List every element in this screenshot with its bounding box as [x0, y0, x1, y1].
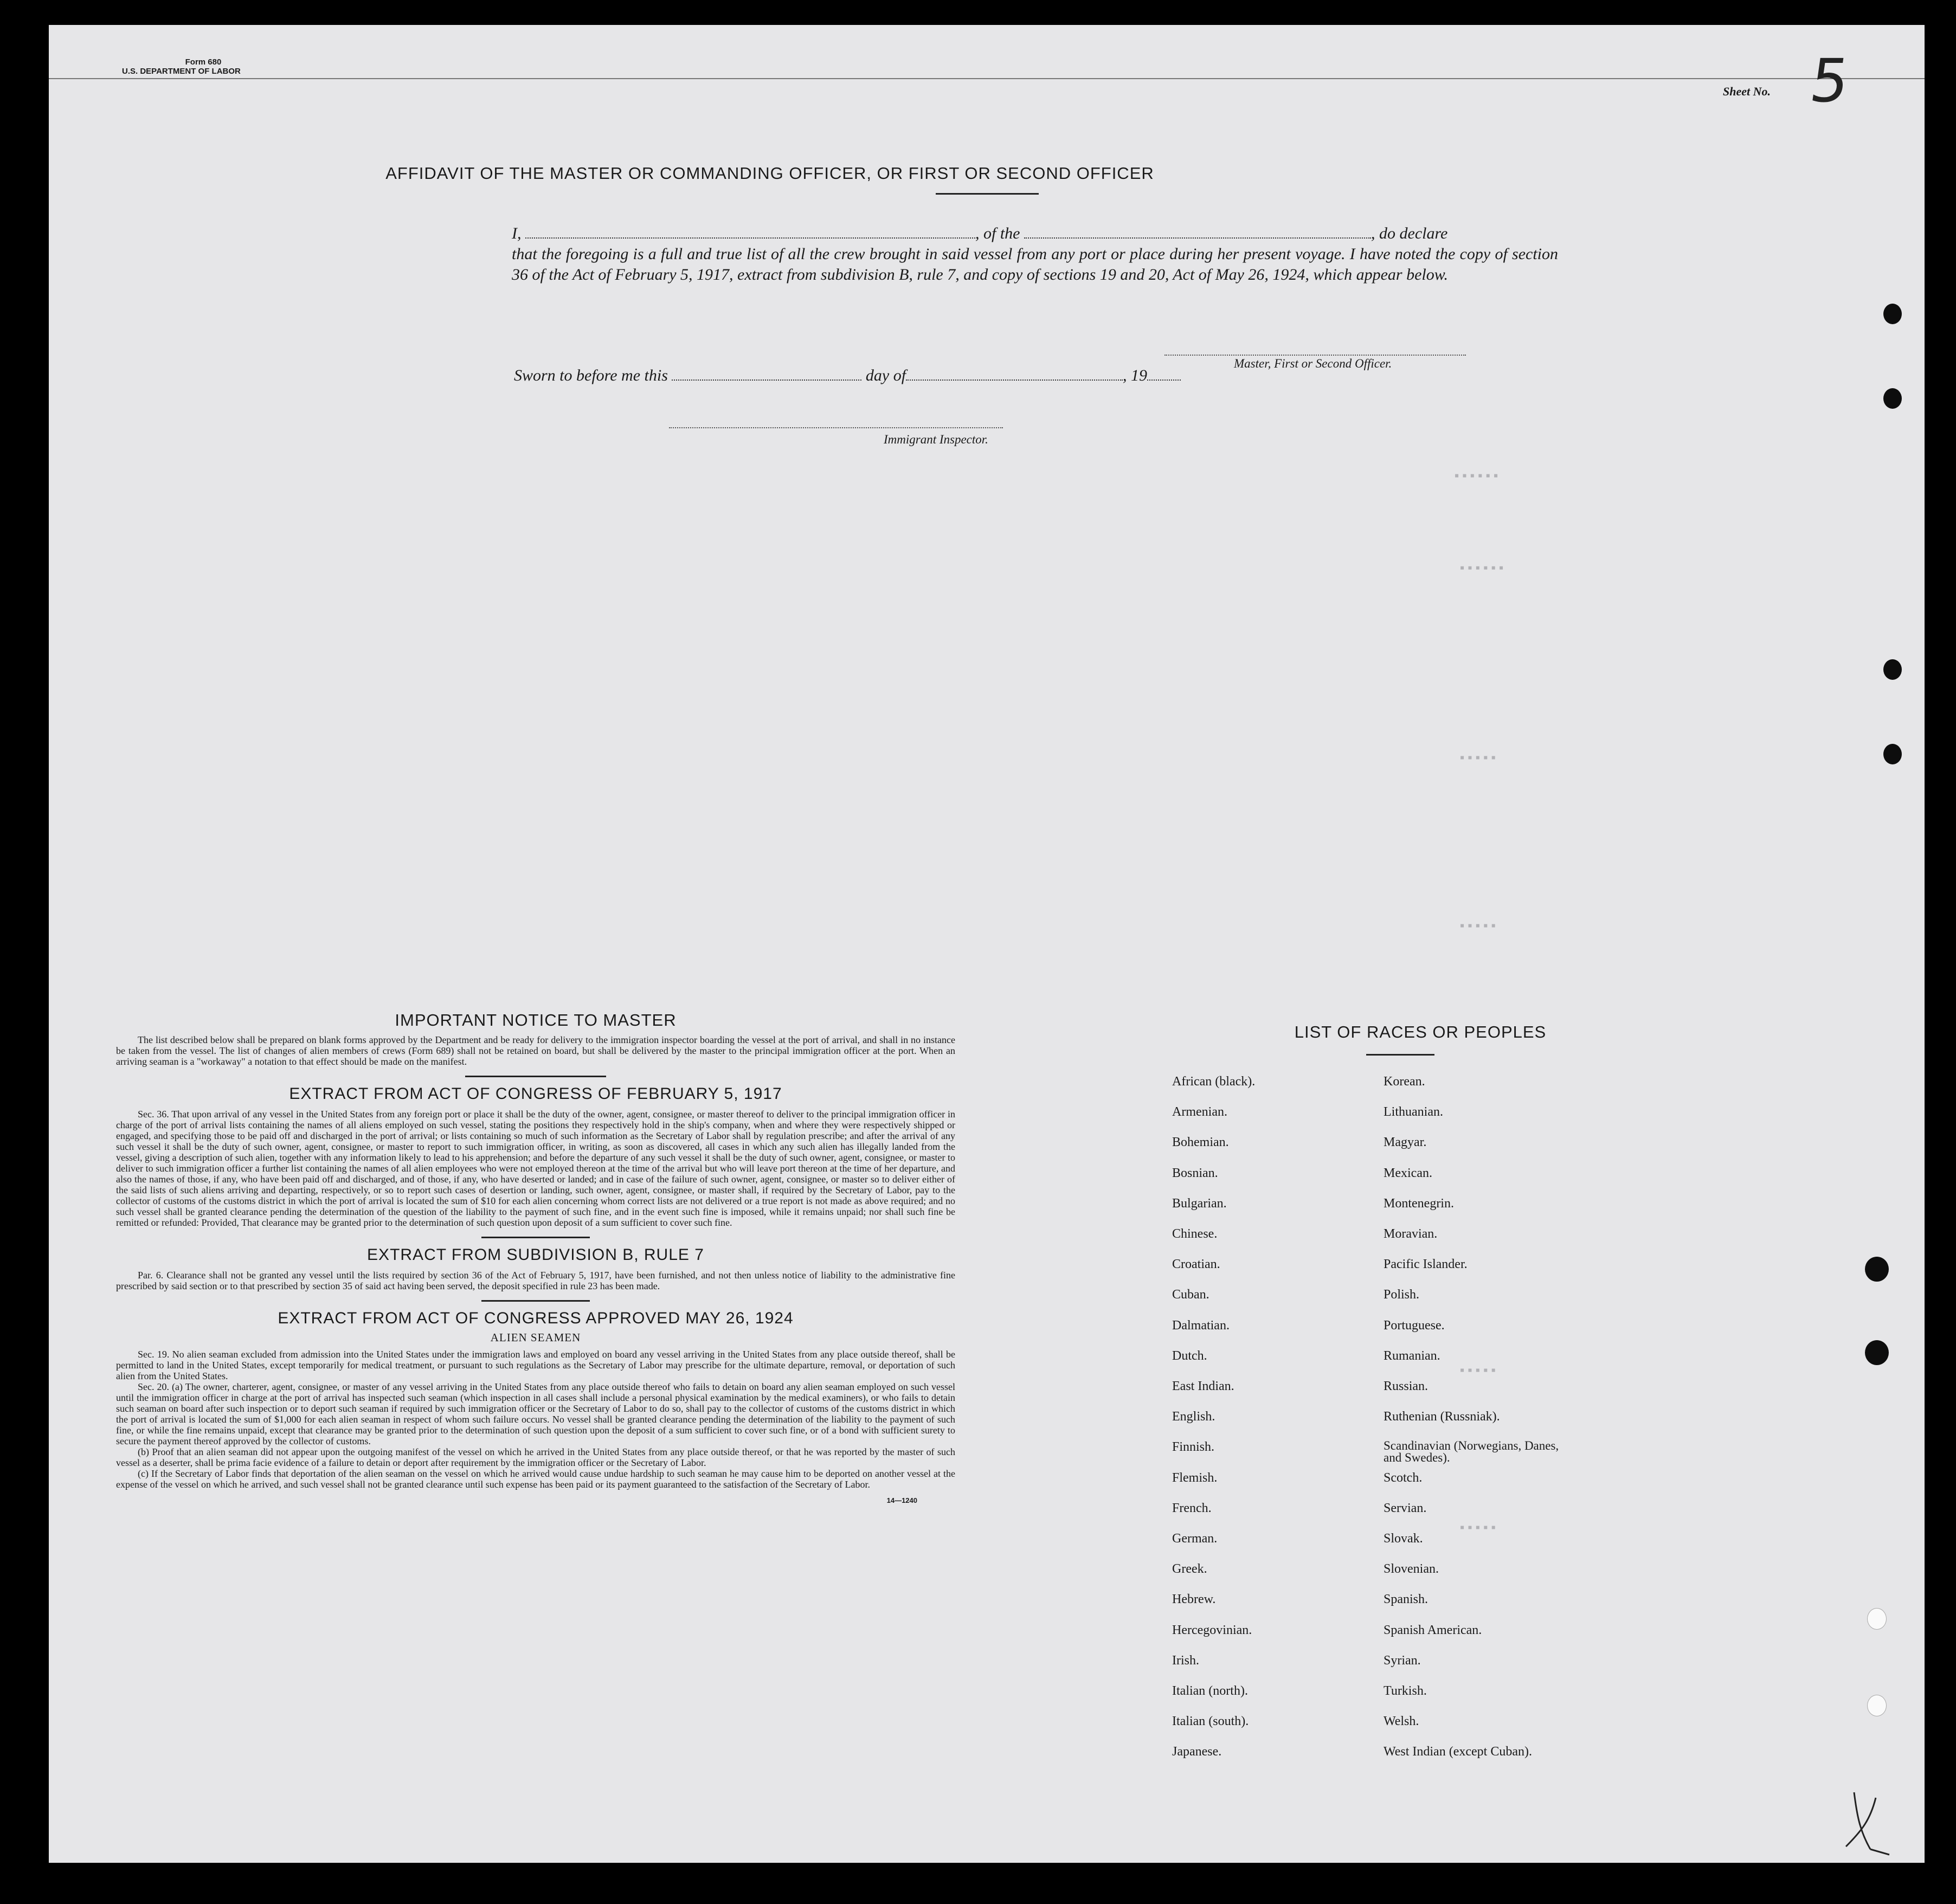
declaration-line-1	[512, 223, 1558, 244]
race-item: Magyar.	[1384, 1135, 1427, 1150]
race-item: Mexican.	[1384, 1166, 1432, 1180]
affidavit-declaration	[512, 223, 1558, 285]
master-signature-caption: Master, First or Second Officer.	[1234, 357, 1392, 370]
extract-1924-title: EXTRACT FROM ACT OF CONGRESS APPROVED MAY 26, 1924	[278, 1309, 794, 1327]
race-item: Pacific Islander.	[1384, 1257, 1468, 1272]
inspector-caption: Immigrant Inspector.	[884, 433, 988, 446]
race-item: Portuguese.	[1384, 1318, 1445, 1333]
print-code: 14—1240	[886, 1496, 917, 1504]
sworn-day-blank[interactable]	[672, 379, 861, 381]
race-item: African (black).	[1172, 1075, 1256, 1089]
punch-hole	[1883, 659, 1902, 680]
affidavit-title-rule	[936, 193, 1039, 195]
section-20c-text: (c) If the Secretary of Labor finds that deportation of the alien seaman on the vessel on which he arrived would cause undue hardship to such seaman he may cause him to be deported on another vessel at the expense of the vessel on which he arrived, and such vessel shall not be granted clearance until such expense has been paid or its payment guaranteed to the satisfaction of the Secretary of Labor.	[116, 1468, 955, 1490]
bleed-through-mark: ▪▪▪▪▪	[1458, 1521, 1498, 1536]
section-rule	[481, 1237, 590, 1238]
race-item: Flemish.	[1172, 1470, 1218, 1485]
race-item: Scandinavian (Norwegians, Danes, and Swedes).	[1384, 1439, 1559, 1465]
punch-hole	[1883, 744, 1902, 764]
race-item: Scotch.	[1384, 1470, 1423, 1485]
race-item: West Indian (except Cuban).	[1384, 1745, 1532, 1759]
sworn-line	[514, 366, 1181, 385]
race-item: German.	[1172, 1532, 1218, 1546]
section-rule	[465, 1076, 606, 1077]
race-item: Slovenian.	[1384, 1562, 1439, 1577]
section-20a-text: Sec. 20. (a) The owner, charterer, agent, consignee, or master of any vessel arriving in the United States from any place outside thereof who fails to detain on board any alien seaman employed on such vessel until the immigration officer in charge at the port of arrival has inspected such seaman (which inspection in all cases shall include a personal physical examination by the medical examiners), or who fails to detain such seaman on board after such inspection or to deport such seaman if required by such immigration officer or the Secretary of Labor to do so, shall pay to the collector of customs of the customs district in which the port of arrival is located the sum of $1,000 for each alien seaman in respect of whom such failure occurs. No vessel shall be granted clearance pending the determination of the liability to the payment of such fine, or while the fine remains unpaid, except that clearance may be granted prior to the determination of such question upon the deposit of a sum sufficient to cover such fine, or of a bond with sufficient surety to secure the payment thereof approved by the collector of customs.	[116, 1381, 955, 1446]
section-rule	[481, 1300, 590, 1302]
handwritten-mark-icon	[1838, 1787, 1897, 1857]
race-item: Japanese.	[1172, 1745, 1222, 1759]
punch-hole	[1883, 304, 1902, 324]
race-item: Greek.	[1172, 1562, 1207, 1577]
bleed-through-mark: ▪▪▪▪▪	[1458, 919, 1498, 934]
race-item: Syrian.	[1384, 1653, 1421, 1668]
race-item: Bohemian.	[1172, 1135, 1229, 1150]
extract-1917-title: EXTRACT FROM ACT OF CONGRESS OF FEBRUARY 5, 1917	[289, 1085, 782, 1103]
bleed-through-mark: ▪▪▪▪▪▪	[1453, 469, 1500, 484]
race-item: Moravian.	[1384, 1227, 1438, 1241]
race-item: Rumanian.	[1384, 1348, 1440, 1363]
master-signature-line[interactable]	[1164, 355, 1466, 356]
race-item: English.	[1172, 1410, 1215, 1424]
race-item: Russian.	[1384, 1379, 1429, 1393]
race-item: Polish.	[1384, 1288, 1420, 1302]
race-item: Dalmatian.	[1172, 1318, 1230, 1333]
form-header	[122, 57, 285, 76]
races-title: LIST OF RACES OR PEOPLES	[1294, 1022, 1547, 1041]
extract-rule7-text: Par. 6. Clearance shall not be granted any vessel until the lists required by section 36 of the Act of February 5, 1917, have been furnished, and not then unless notice of liability to the administrative fine prescribed by said section or to that prescribed by section 35 of said act having been served, the deposit specified in rule 23 has been made.	[116, 1270, 955, 1291]
race-item: Lithuanian.	[1384, 1105, 1443, 1120]
race-item: Spanish.	[1384, 1592, 1429, 1607]
do-declare-text: , do declare	[1371, 224, 1448, 242]
punch-hole	[1865, 1340, 1889, 1365]
race-item: Slovak.	[1384, 1532, 1423, 1546]
bleed-through-mark: ▪▪▪▪▪	[1458, 751, 1498, 766]
race-item: Croatian.	[1172, 1257, 1220, 1272]
race-item: Italian (south).	[1172, 1714, 1249, 1729]
race-item: Armenian.	[1172, 1105, 1227, 1120]
punch-hole	[1883, 388, 1902, 409]
race-item: Turkish.	[1384, 1684, 1427, 1698]
top-border-line	[49, 78, 1925, 79]
race-item: Welsh.	[1384, 1714, 1419, 1729]
punch-hole	[1867, 1695, 1887, 1716]
punch-hole	[1867, 1608, 1887, 1630]
race-item: Hebrew.	[1172, 1592, 1216, 1607]
sheet-number-label: Sheet No.	[1723, 85, 1771, 98]
extract-1917-text: Sec. 36. That upon arrival of any vessel in the United States from any foreign port or place it shall be the duty of the owner, agent, consignee, or master thereof to deliver to the principal immigration officer in charge of the port of arrival lists containing the names of all aliens employed on such vessel, stating the positions they respectively hold in the ship's company, when and where they were respectively shipped or engaged, and specifying those to be paid off and discharged in the port of arrival; or lists containing so much of such information as the Secretary of Labor shall by regulation prescribe; and after the arrival of any such vessel it shall be the duty of such owner, agent, consignee, or master to report to such immigration officer, in writing, as soon as discovered, all cases in which any such alien has illegally landed from the vessel, giving a description of such alien, together with any information likely to lead to his apprehension; and before the departure of any such vessel it shall be the duty of such owner, agent, consignee, or master to deliver to such immigration officer a further list containing the names of all alien employees who were not employed thereon at the time of the arrival but who will leave port thereon at the time of her departure, and also the names of those, if any, who have been paid off and discharged, and of those, if any, who have deserted or landed; and in case of the failure of such owner, agent, consignee, or master so to deliver either of the said lists of such aliens arriving and departing, respectively, or so to report such cases of desertion or landing, such owner, agent, consignee, or master shall, if required by the Secretary of Labor, pay to the collector of customs of the customs district in which the port of arrival is located the sum of $10 for each alien concerning whom correct lists are not delivered or a true report is not made as above required; and no such vessel shall be granted clearance pending the determination of the question of the liability to the payment of such fine, and in the event such fine is imposed, while it remains unpaid; nor shall such fine be remitted or refunded: Provided, That clearance may be granted prior to the determination of such question upon deposit of a sum sufficient to cover such fine.	[116, 1109, 955, 1228]
race-item: Ruthenian (Russniak).	[1384, 1410, 1500, 1424]
document-page	[49, 25, 1925, 1863]
bleed-through-mark: ▪▪▪▪▪	[1458, 1364, 1498, 1379]
race-item: Irish.	[1172, 1653, 1199, 1668]
inspector-signature-line[interactable]	[669, 427, 1003, 428]
sworn-year-blank[interactable]	[1147, 379, 1181, 381]
sheet-number-handwritten: 5	[1806, 46, 1854, 115]
bleed-through-mark: ▪▪▪▪▪▪	[1458, 562, 1505, 576]
race-item: Italian (north).	[1172, 1684, 1248, 1698]
vessel-name-blank[interactable]	[1024, 237, 1371, 239]
race-item: French.	[1172, 1501, 1212, 1515]
race-item: Chinese.	[1172, 1227, 1218, 1241]
race-item: Finnish.	[1172, 1440, 1215, 1455]
race-item: Hercegovinian.	[1172, 1623, 1252, 1637]
race-item: Bulgarian.	[1172, 1196, 1227, 1211]
race-item: Servian.	[1384, 1501, 1427, 1515]
legal-column	[116, 1011, 955, 1504]
section-19-text: Sec. 19. No alien seaman excluded from admission into the United States under the immigration laws and employed on board any vessel arriving in the United States from any place outside thereof, shall be permitted to land in the United States, except temporarily for medical treatment, or pursuant to such regulations as the Secretary of Labor may prescribe for the ultimate departure, removal, or deportation of such alien from the United States.	[116, 1349, 955, 1381]
department-name: U.S. DEPARTMENT OF LABOR	[122, 67, 241, 76]
race-item: East Indian.	[1172, 1379, 1234, 1393]
of-the-text: , of the	[975, 224, 1020, 242]
punch-hole	[1865, 1257, 1889, 1282]
declaration-body: that the foregoing is a full and true list of all the crew brought in said vessel from any port or place during her present voyage. I have noted the copy of section 36 of the Act of February 5, 1917, extract from subdivision B, rule 7, and copy of sections 19 and 20, Act of May 26, 1924, which appear below.	[512, 245, 1558, 284]
affidavit-title: AFFIDAVIT OF THE MASTER OR COMMANDING OFFICER, OR FIRST OR SECOND OFFICER	[385, 164, 1154, 183]
declarant-name-blank[interactable]	[525, 237, 975, 239]
section-20b-text: (b) Proof that an alien seaman did not appear upon the outgoing manifest of the vessel on which he arrived in the United States from any place outside thereof, or that he was reported by the master of such vessel as a deserter, shall be prima facie evidence of a failure to detain or deport after requirement by the immigration officer or the Secretary of Labor.	[116, 1446, 955, 1468]
sworn-month-blank[interactable]	[906, 379, 1123, 381]
race-item: Montenegrin.	[1384, 1196, 1454, 1211]
alien-seamen-subtitle: ALIEN SEAMEN	[490, 1331, 581, 1344]
declarant-i: I,	[512, 224, 522, 242]
race-item: Cuban.	[1172, 1288, 1209, 1302]
year-prefix: , 19	[1123, 366, 1148, 384]
notice-title: IMPORTANT NOTICE TO MASTER	[395, 1011, 677, 1030]
day-of-text: day of	[865, 366, 906, 384]
extract-rule7-title: EXTRACT FROM SUBDIVISION B, RULE 7	[367, 1246, 704, 1264]
sworn-text: Sworn to before me this	[514, 366, 668, 384]
race-item: Dutch.	[1172, 1348, 1207, 1363]
race-item: Bosnian.	[1172, 1166, 1218, 1180]
form-number: Form 680	[185, 57, 222, 67]
race-item: Spanish American.	[1384, 1623, 1482, 1637]
notice-text: The list described below shall be prepared on blank forms approved by the Department and be ready for delivery to the immigration inspector boarding the vessel at the port of arrival, and shall in no instance be taken from the vessel. The list of changes of alien members of crews (Form 689) shall not be retained on board, but shall be delivered by the master to the principal immigration officer at the port. When an arriving seaman is a "workaway" a notation to that effect should be made on the manifest.	[116, 1034, 955, 1067]
races-title-rule	[1366, 1054, 1434, 1056]
race-item: Korean.	[1384, 1075, 1425, 1089]
